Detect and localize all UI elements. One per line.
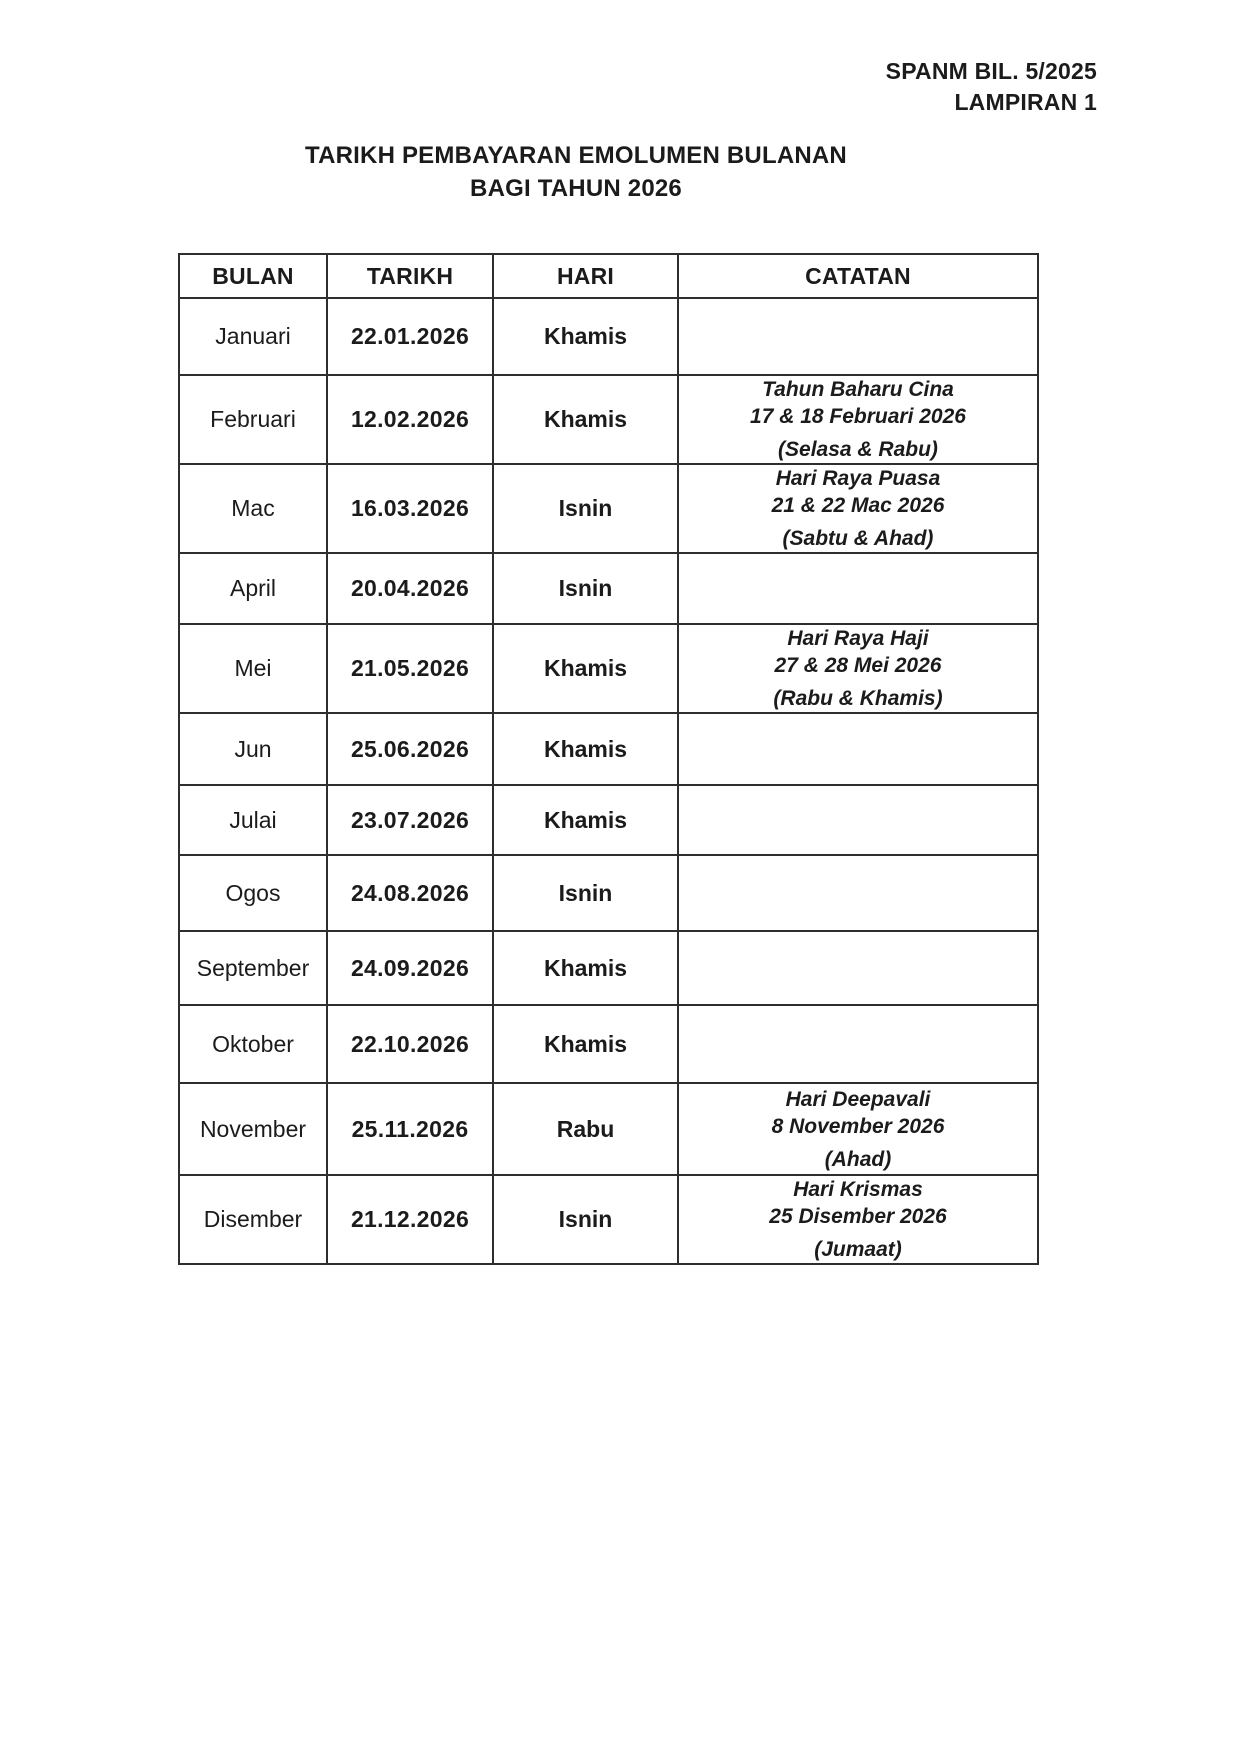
- month-cell: Jun: [179, 713, 327, 785]
- payment-schedule-table: [178, 253, 1039, 1265]
- column-header-tarikh: TARIKH: [327, 254, 493, 298]
- note-line: Hari Deepavali: [785, 1087, 931, 1111]
- month-cell: Disember: [179, 1175, 327, 1264]
- date-cell: 21.12.2026: [327, 1175, 493, 1264]
- note-line: (Jumaat): [814, 1238, 902, 1261]
- month-cell: Ogos: [179, 855, 327, 931]
- title-line-1: TARIKH PEMBAYARAN EMOLUMEN BULANAN: [305, 142, 847, 169]
- table-row: [179, 713, 1038, 785]
- note-cell: [678, 931, 1038, 1005]
- document-header: [886, 56, 1097, 118]
- date-cell: 25.11.2026: [327, 1083, 493, 1175]
- table-row: [179, 931, 1038, 1005]
- day-cell: Khamis: [493, 624, 678, 713]
- date-cell: 25.06.2026: [327, 713, 493, 785]
- month-cell: Oktober: [179, 1005, 327, 1083]
- month-cell: Mac: [179, 464, 327, 553]
- day-cell: Khamis: [493, 931, 678, 1005]
- day-cell: Khamis: [493, 1005, 678, 1083]
- date-cell: 20.04.2026: [327, 553, 493, 624]
- note-line: Hari Raya Puasa: [775, 467, 941, 490]
- note-line: Hari Krismas: [793, 1178, 923, 1201]
- table-row: [179, 553, 1038, 624]
- month-cell: Julai: [179, 785, 327, 855]
- date-cell: 22.01.2026: [327, 298, 493, 375]
- date-cell: 24.09.2026: [327, 931, 493, 1005]
- note-cell: [678, 713, 1038, 785]
- day-cell: Khamis: [493, 713, 678, 785]
- day-cell: Isnin: [493, 553, 678, 624]
- note-cell: [678, 1005, 1038, 1083]
- note-line: 17 & 18 Februari 2026: [750, 405, 966, 428]
- note-line: (Sabtu & Ahad): [782, 527, 934, 550]
- date-cell: 12.02.2026: [327, 375, 493, 464]
- date-cell: 16.03.2026: [327, 464, 493, 553]
- date-cell: 22.10.2026: [327, 1005, 493, 1083]
- note-line: Hari Raya Haji: [787, 627, 929, 650]
- note-line: (Ahad): [824, 1147, 892, 1171]
- note-cell: [678, 855, 1038, 931]
- note-cell: [678, 375, 1038, 464]
- column-header-hari: HARI: [493, 254, 678, 298]
- day-cell: Khamis: [493, 785, 678, 855]
- note-cell: [678, 298, 1038, 375]
- table-row: [179, 375, 1038, 464]
- date-cell: 21.05.2026: [327, 624, 493, 713]
- note-line: (Selasa & Rabu): [778, 438, 938, 461]
- note-line: 21 & 22 Mac 2026: [771, 494, 945, 517]
- note-line: 8 November 2026: [771, 1114, 945, 1138]
- table-row: [179, 1083, 1038, 1175]
- date-cell: 24.08.2026: [327, 855, 493, 931]
- day-cell: Isnin: [493, 1175, 678, 1264]
- table-header-row: [179, 254, 1038, 298]
- table-row: [179, 785, 1038, 855]
- column-header-catatan: CATATAN: [678, 254, 1038, 298]
- table-row: [179, 464, 1038, 553]
- month-cell: November: [179, 1083, 327, 1175]
- note-cell: [678, 1175, 1038, 1264]
- doc-ref-number: SPANM BIL. 5/2025: [885, 58, 1097, 84]
- note-cell: [678, 1083, 1038, 1175]
- note-cell: [678, 785, 1038, 855]
- doc-attachment-label: LAMPIRAN 1: [954, 89, 1097, 115]
- day-cell: Isnin: [493, 464, 678, 553]
- table-row: [179, 624, 1038, 713]
- month-cell: April: [179, 553, 327, 624]
- note-cell: [678, 624, 1038, 713]
- title-line-2: BAGI TAHUN 2026: [470, 175, 682, 202]
- day-cell: Khamis: [493, 375, 678, 464]
- month-cell: September: [179, 931, 327, 1005]
- table-row: [179, 1005, 1038, 1083]
- note-line: 25 Disember 2026: [769, 1205, 947, 1228]
- table-row: [179, 1175, 1038, 1264]
- note-line: 27 & 28 Mei 2026: [774, 654, 942, 677]
- day-cell: Khamis: [493, 298, 678, 375]
- month-cell: Mei: [179, 624, 327, 713]
- table-row: [179, 855, 1038, 931]
- month-cell: Februari: [179, 375, 327, 464]
- note-line: (Rabu & Khamis): [773, 687, 943, 710]
- day-cell: Isnin: [493, 855, 678, 931]
- day-cell: Rabu: [493, 1083, 678, 1175]
- month-cell: Januari: [179, 298, 327, 375]
- table-row: [179, 298, 1038, 375]
- note-cell: [678, 464, 1038, 553]
- note-line: Tahun Baharu Cina: [762, 378, 954, 401]
- date-cell: 23.07.2026: [327, 785, 493, 855]
- column-header-bulan: BULAN: [179, 254, 327, 298]
- document-title: [0, 139, 1152, 205]
- note-cell: [678, 553, 1038, 624]
